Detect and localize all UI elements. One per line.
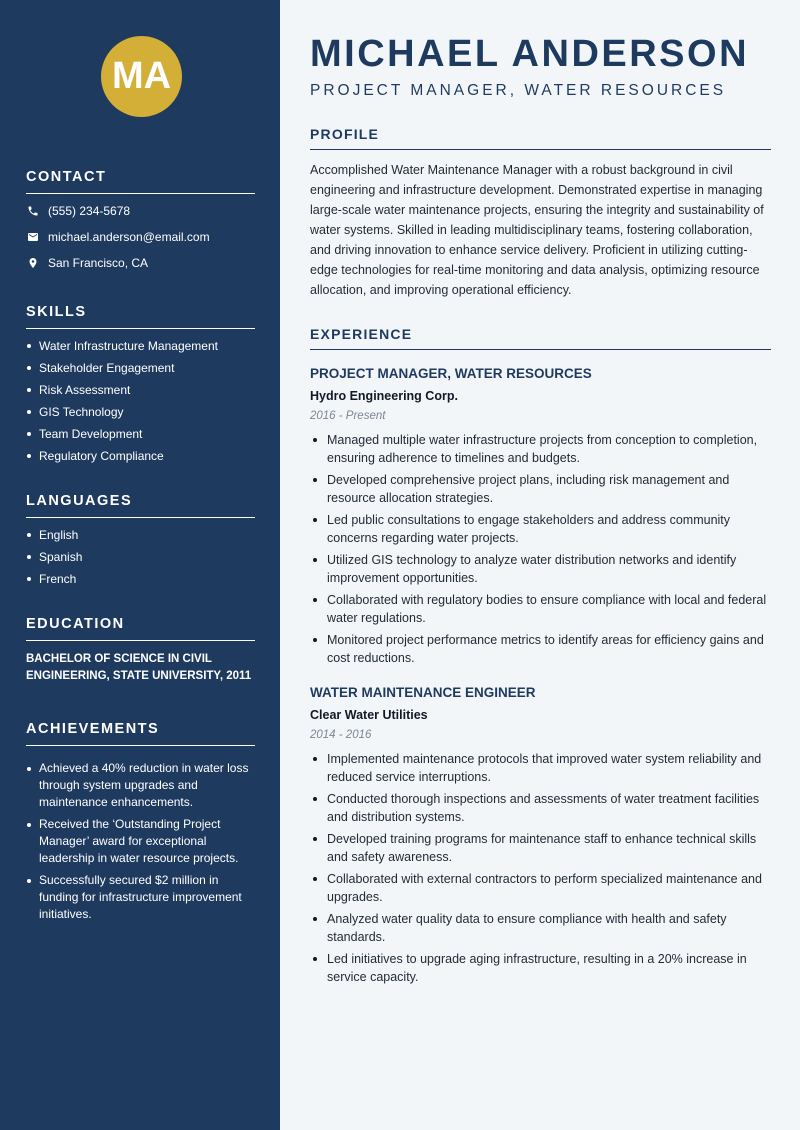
job-bullet: Managed multiple water infrastructure projects from conception to completion, ensuring adherence to timelines and budgets.	[310, 431, 771, 467]
languages-heading: LANGUAGES	[26, 493, 255, 518]
job-bullet: Implemented maintenance protocols that improved water system reliability and reduced service interruptions.	[310, 750, 771, 786]
job-bullet: Utilized GIS technology to analyze water distribution networks and identify improvement opportunities.	[310, 551, 771, 587]
skill-item: Water Infrastructure Management	[26, 339, 255, 353]
contact-heading: CONTACT	[26, 169, 255, 194]
job-dates: 2014 - 2016	[310, 729, 372, 741]
achievement-item: Successfully secured $2 million in funding for infrastructure improvement initiatives.	[26, 872, 255, 923]
achievement-item: Achieved a 40% reduction in water loss through system upgrades and maintenance enhancements.	[26, 760, 255, 811]
job-bullets	[310, 431, 771, 667]
email-icon	[26, 230, 40, 244]
job-dates: 2016 - Present	[310, 410, 386, 422]
job-bullet: Collaborated with external contractors to perform specialized maintenance and upgrades.	[310, 870, 771, 906]
location-pin-icon	[26, 256, 40, 270]
language-item: French	[26, 572, 255, 586]
languages-list	[26, 528, 255, 586]
candidate-name: MICHAEL ANDERSON	[310, 33, 750, 75]
job-bullet: Conducted thorough inspections and assessments of water treatment facilities and distribution systems.	[310, 790, 771, 826]
job-company: Clear Water Utilities	[310, 708, 428, 722]
job-entry	[310, 685, 771, 986]
profile-heading: PROFILE	[310, 126, 771, 150]
job-bullet: Developed comprehensive project plans, including risk management and resource allocation strategies.	[310, 471, 771, 507]
job-bullet: Developed training programs for maintenance staff to enhance technical skills and safety awareness.	[310, 830, 771, 866]
contact-location	[26, 256, 255, 270]
contact-section	[26, 169, 255, 270]
main-content	[280, 0, 800, 1130]
job-bullet: Led initiatives to upgrade aging infrastructure, resulting in a 20% increase in service capacity.	[310, 950, 771, 986]
job-bullet: Analyzed water quality data to ensure compliance with health and safety standards.	[310, 910, 771, 946]
contact-phone-text: (555) 234-5678	[48, 204, 131, 218]
skill-item: GIS Technology	[26, 405, 255, 419]
candidate-title: PROJECT MANAGER, WATER RESOURCES	[310, 82, 727, 99]
profile-section	[310, 126, 771, 300]
job-company: Hydro Engineering Corp.	[310, 389, 458, 403]
achievement-item: Received the ‘Outstanding Project Manager’ award for exceptional leadership in water resource projects.	[26, 816, 255, 867]
skill-item: Risk Assessment	[26, 383, 255, 397]
job-bullet: Monitored project performance metrics to identify areas for efficiency gains and cost reductions.	[310, 631, 771, 667]
achievements-heading: ACHIEVEMENTS	[26, 721, 255, 746]
education-degree: BACHELOR OF SCIENCE IN CIVIL ENGINEERING, STATE UNIVERSITY, 2011	[26, 653, 252, 682]
job-bullet: Led public consultations to engage stakeholders and address community concerns regarding water projects.	[310, 511, 771, 547]
contact-phone	[26, 204, 255, 218]
skills-list	[26, 339, 255, 463]
languages-section	[26, 493, 255, 586]
job-entry	[310, 366, 771, 667]
skill-item: Stakeholder Engagement	[26, 361, 255, 375]
achievements-section	[26, 721, 255, 923]
job-role: PROJECT MANAGER, WATER RESOURCES	[310, 366, 592, 381]
job-bullet: Collaborated with regulatory bodies to ensure compliance with local and federal water regulations.	[310, 591, 771, 627]
contact-location-text: San Francisco, CA	[48, 256, 149, 270]
education-heading: EDUCATION	[26, 616, 255, 641]
avatar	[101, 36, 182, 117]
sidebar	[0, 0, 280, 1130]
contact-email-text[interactable]: michael.anderson@email.com	[48, 230, 210, 244]
avatar-initials: MA	[111, 55, 172, 97]
phone-icon	[26, 204, 40, 218]
experience-heading: EXPERIENCE	[310, 326, 771, 350]
skills-heading: SKILLS	[26, 304, 255, 329]
skills-section	[26, 304, 255, 463]
experience-section	[310, 326, 771, 986]
language-item: English	[26, 528, 255, 542]
profile-text: Accomplished Water Maintenance Manager with a robust background in civil engineering and infrastructure development. Demonstrated expertise in managing large-scale water maintenance projects, ensuring the integrity and sustainability of water systems. Skilled in leading multidisciplinary teams, fostering collaboration, and driving innovation to enhance service delivery. Proficient in utilizing cutting-edge technologies for real-time monitoring and data analysis, optimizing resource allocation, and improving operational efficiency.	[310, 163, 764, 297]
achievements-list	[26, 760, 255, 923]
job-role: WATER MAINTENANCE ENGINEER	[310, 685, 536, 700]
skill-item: Team Development	[26, 427, 255, 441]
contact-email	[26, 230, 255, 244]
skill-item: Regulatory Compliance	[26, 449, 255, 463]
education-section	[26, 616, 255, 685]
job-bullets	[310, 750, 771, 986]
language-item: Spanish	[26, 550, 255, 564]
